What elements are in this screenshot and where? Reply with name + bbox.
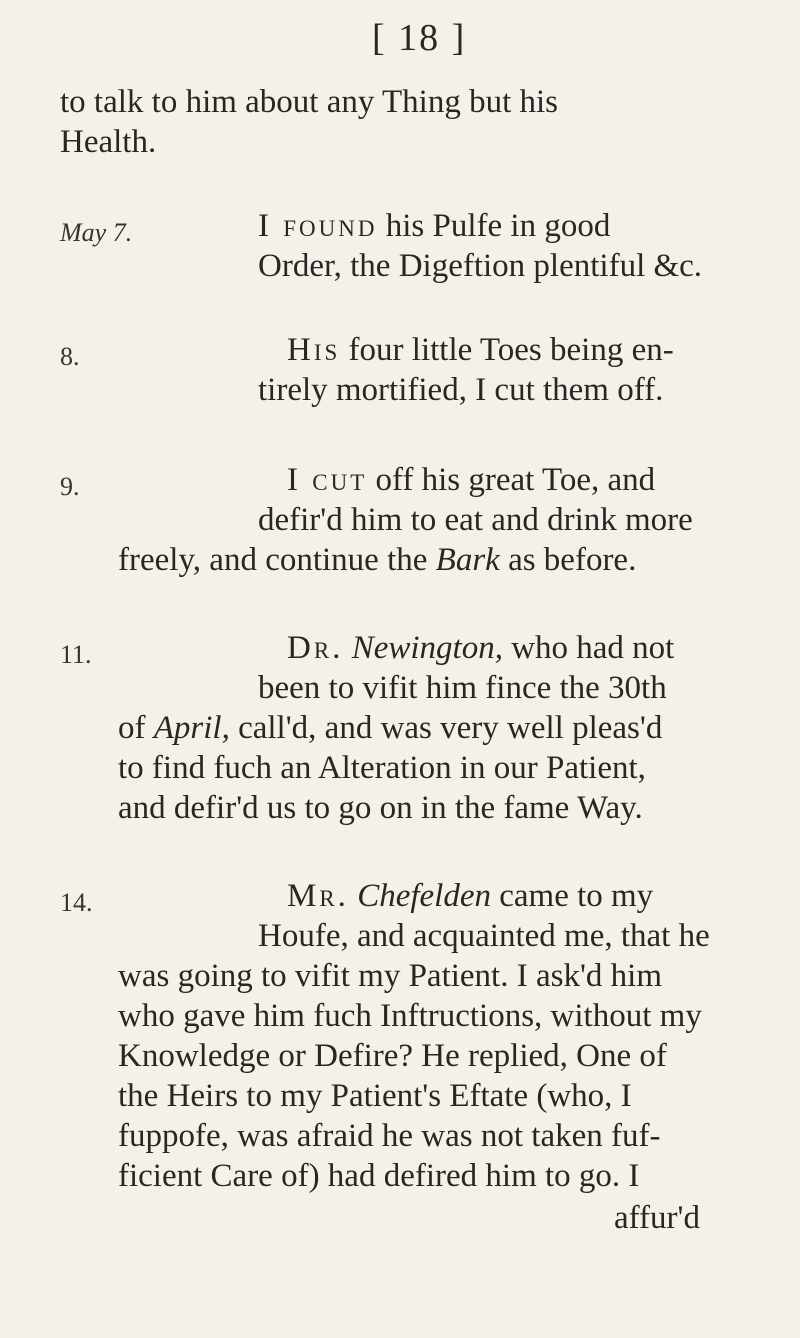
text-run: as before. xyxy=(508,542,637,578)
text-run: of xyxy=(118,710,154,746)
text-line: fuppofe, was afraid he was not taken fuf- xyxy=(118,1118,661,1154)
text-line xyxy=(118,708,662,748)
text-line: ficient Care of) had defired him to go. I xyxy=(118,1158,640,1194)
lead-word: His xyxy=(287,332,341,368)
page-number: [ 18 ] xyxy=(372,17,467,59)
text-line: defir'd him to eat and drink more xyxy=(258,502,693,538)
text-run: call'd, and was very well pleas'd xyxy=(229,710,663,746)
lead-word: Mr. xyxy=(287,878,349,914)
text-line xyxy=(258,206,610,246)
proper-name: Chefelden xyxy=(357,878,491,914)
entry-number: 9. xyxy=(60,472,80,501)
proper-name: Newington, xyxy=(351,630,503,666)
catchword: affur'd xyxy=(614,1200,700,1236)
text-line: Houfe, and acquainted me, that he xyxy=(258,918,710,954)
text-line: was going to vifit my Patient. I ask'd him xyxy=(118,958,662,994)
text-line: Knowledge or Defire? He replied, One of xyxy=(118,1038,667,1074)
text-line: the Heirs to my Patient's Eftate (who, I xyxy=(118,1078,632,1114)
text-line xyxy=(287,876,653,916)
lead-word: Dr. xyxy=(287,630,344,666)
text-line: to find fuch an Alteration in our Patient, xyxy=(118,750,646,786)
italic-word: Bark xyxy=(435,542,500,578)
text-line xyxy=(287,460,655,500)
month-name: April, xyxy=(153,710,230,746)
lead-word: I cut xyxy=(287,462,368,498)
text-run: his Pulfe in good xyxy=(377,208,611,244)
text-run: came to my xyxy=(490,878,654,914)
text-line: Order, the Digeftion plentiful &c. xyxy=(258,248,703,284)
text-line: Health. xyxy=(60,124,157,160)
text-run: four little Toes being en- xyxy=(340,332,674,368)
text-line xyxy=(287,628,674,668)
text-line xyxy=(118,540,636,580)
text-line: been to vifit him fince the 30th xyxy=(258,670,667,706)
text-run: off his great Toe, and xyxy=(367,462,656,498)
text-line: to talk to him about any Thing but his xyxy=(60,84,559,120)
entry-number: 8. xyxy=(60,342,80,371)
text-line xyxy=(287,330,674,370)
text-line: tirely mortified, I cut them off. xyxy=(258,372,664,408)
text-run: who had not xyxy=(502,630,675,666)
entry-number: 11. xyxy=(60,640,92,669)
entry-number: 14. xyxy=(60,888,93,917)
text-run: freely, and continue the xyxy=(118,542,436,578)
text-line: who gave him fuch Inftructions, without my xyxy=(118,998,702,1034)
text-line: and defir'd us to go on in the fame Way. xyxy=(118,790,643,826)
entry-date: May 7. xyxy=(60,218,133,247)
lead-word: I found xyxy=(258,208,378,244)
